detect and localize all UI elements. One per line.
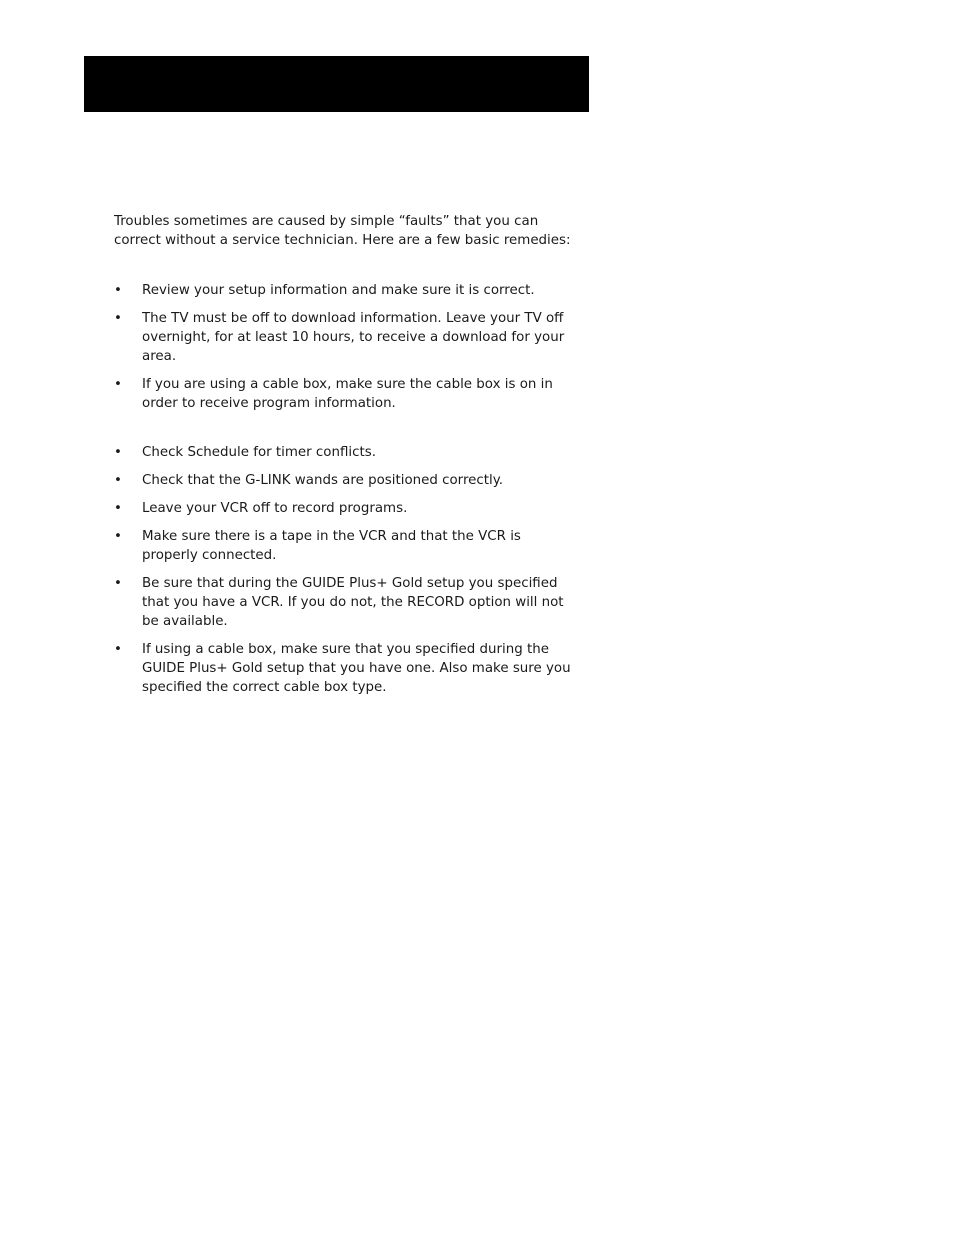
bullet-glyph: • [114, 473, 122, 488]
list-item-text: Check Schedule for timer conflicts. [142, 445, 376, 460]
intro-paragraph: Troubles sometimes are caused by simple “faults” that you can correct without a service technician. Here are a few basic remedies: [114, 214, 571, 248]
list-item [114, 471, 574, 490]
header-bar [84, 56, 589, 112]
list-item [114, 375, 574, 413]
list-item-text: Make sure there is a tape in the VCR and that the VCR is properly connected. [142, 529, 521, 563]
list-item [114, 640, 574, 697]
list-item [114, 574, 574, 631]
list-item [114, 281, 574, 300]
list-item-text: If you are using a cable box, make sure the cable box is on in order to receive program information. [142, 377, 553, 411]
bullet-glyph: • [114, 576, 122, 591]
bullet-glyph: • [114, 445, 122, 460]
list-item [114, 527, 574, 565]
list-item-text: Be sure that during the GUIDE Plus+ Gold setup you specified that you have a VCR. If you do not, the RECORD option will not be available. [142, 576, 564, 629]
bullet-glyph: • [114, 642, 122, 657]
remedy-list-recording [114, 443, 574, 697]
document-body [114, 212, 574, 706]
bullet-glyph: • [114, 501, 122, 516]
list-item-text: Leave your VCR off to record programs. [142, 501, 408, 516]
list-item [114, 499, 574, 518]
list-item [114, 443, 574, 462]
list-item-text: Review your setup information and make sure it is correct. [142, 283, 535, 298]
remedy-list-setup [114, 281, 574, 413]
group-spacer [114, 422, 574, 443]
bullet-glyph: • [114, 529, 122, 544]
bullet-glyph: • [114, 311, 122, 326]
list-item-text: Check that the G-LINK wands are positioned correctly. [142, 473, 504, 488]
bullet-glyph: • [114, 283, 122, 298]
list-item-text: The TV must be off to download information. Leave your TV off overnight, for at least 10 hours, to receive a download for your area. [142, 311, 565, 364]
bullet-glyph: • [114, 377, 122, 392]
list-item-text: If using a cable box, make sure that you specified during the GUIDE Plus+ Gold setup that you have one. Also make sure you specified the correct cable box type. [142, 642, 571, 695]
list-item [114, 309, 574, 366]
